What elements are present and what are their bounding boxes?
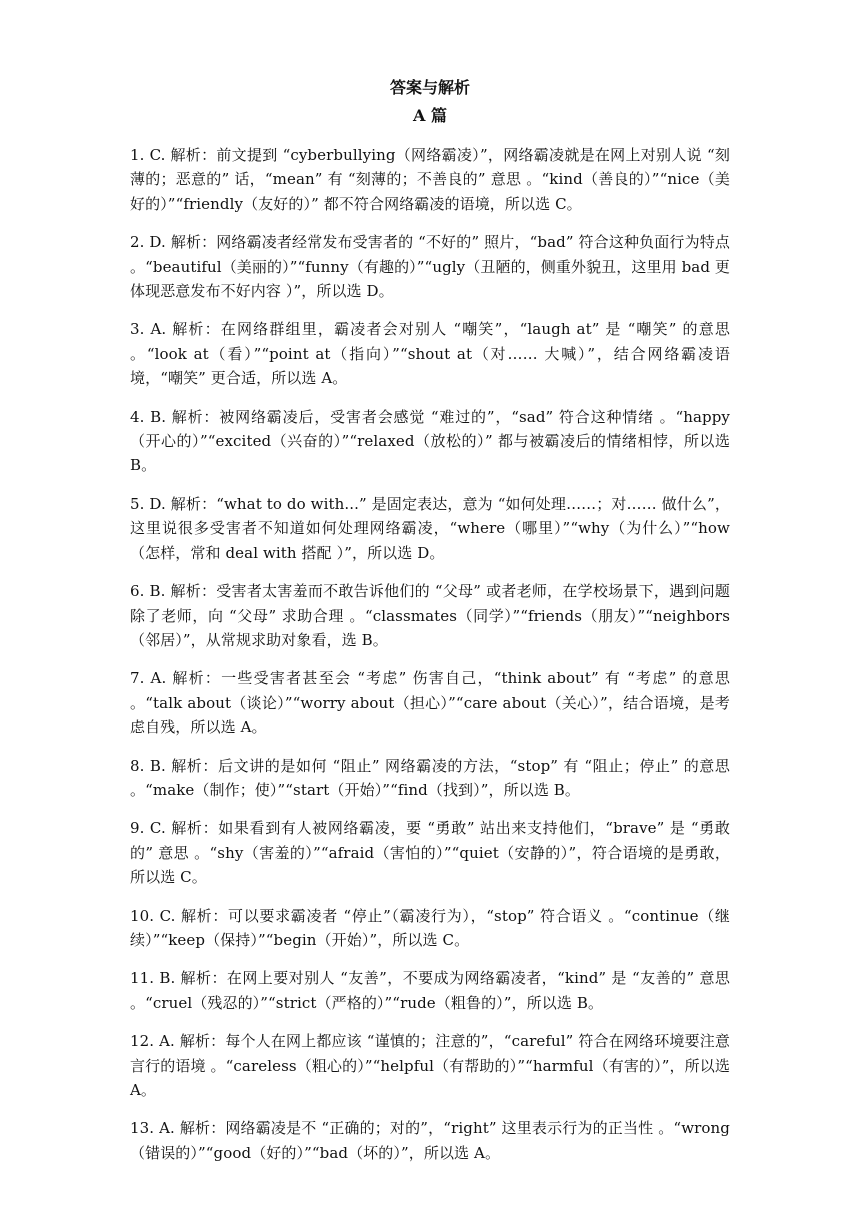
- answer-item: [130, 1116, 730, 1165]
- answer-item: [130, 904, 730, 953]
- answer-text: 9. C. 解析：如果看到有人被网络霸凌，要 “勇敢” 站出来支持他们，“brave” 是 “勇敢的” 意思 。“shy（害羞的）”“afraid（害怕的）”“quiet（安静的）”，符合语境的是勇敢，所以选 C。: [130, 819, 730, 887]
- answer-item: [130, 143, 730, 216]
- answer-item: [130, 816, 730, 889]
- answer-text: 5. D. 解析：“what to do with...” 是固定表达，意为 “如何处理……；对…… 做什么”，这里说很多受害者不知道如何处理网络霸凌，“where（哪里）”“why（为什么）”“how（怎样，常和 deal with 搭配 ）”，所以选 D。: [130, 494, 730, 562]
- answer-text: 13. A. 解析：网络霸凌是不 “正确的；对的”，“right” 这里表示行为的正当性 。“wrong（错误的）”“good（好的）”“bad（坏的）”，所以选 A。: [130, 1119, 730, 1162]
- answer-item: [130, 966, 730, 1015]
- answer-text: 6. B. 解析：受害者太害羞而不敢告诉他们的 “父母” 或者老师，在学校场景下，遇到问题除了老师，向 “父母” 求助合理 。“classmates（同学）”“friends（朋友）”“neighbors（邻居）”，从常规求助对象看，选 B。: [130, 582, 730, 649]
- answer-item: [130, 230, 730, 303]
- answer-text: 1. C. 解析：前文提到 “cyberbullying（网络霸凌）”，网络霸凌就是在网上对别人说 “刻薄的；恶意的” 话，“mean” 有 “刻薄的；不善良的” 意思 。“kind（善良的）”“nice（美好的）”“friendly（友好的）” 都不符合网络霸凌的语境，所以选 C。: [130, 146, 730, 213]
- answer-text: 12. A. 解析：每个人在网上都应该 “谨慎的；注意的”，“careful” 符合在网络环境要注意言行的语境 。“careless（粗心的）”“helpful（有帮助的）”“harmful（有害的）”，所以选 A。: [130, 1032, 730, 1099]
- answer-item: [130, 317, 730, 390]
- document-title: 答案与解析: [389, 78, 470, 97]
- answer-text: 11. B. 解析：在网上要对别人 “友善”，不要成为网络霸凌者，“kind” 是 “友善的” 意思 。“cruel（残忍的）”“strict（严格的）”“rude（粗鲁的）”，所以选 B。: [130, 969, 730, 1012]
- answer-item: [130, 405, 730, 478]
- answer-item: [130, 1029, 730, 1102]
- answer-text: 10. C. 解析：可以要求霸凌者 “停止”（霸凌行为），“stop” 符合语义 。“continue（继续）”“keep（保持）”“begin（开始）”，所以选 C。: [130, 906, 730, 949]
- answer-item: [130, 492, 730, 565]
- answer-item: [130, 666, 730, 739]
- answer-item: [130, 754, 730, 803]
- answer-text: 8. B. 解析：后文讲的是如何 “阻止” 网络霸凌的方法，“stop” 有 “阻止；停止” 的意思 。“make（制作；使）”“start（开始）”“find（找到）”，所以选 B。: [130, 756, 730, 799]
- answer-text: 4. B. 解析：被网络霸凌后，受害者会感觉 “难过的”，“sad” 符合这种情绪 。“happy（开心的）”“excited（兴奋的）”“relaxed（放松的）” 都与被霸凌后的情绪相悖，所以选 B。: [130, 407, 730, 475]
- section-title: A 篇: [413, 106, 447, 125]
- answer-text: 7. A. 解析：一些受害者甚至会 “考虑” 伤害自己，“think about” 有 “考虑” 的意思 。“talk about（谈论）”“worry about（担心）”“care about（关心）”，结合语境，是考虑自残，所以选 A。: [130, 669, 730, 737]
- answer-text: 2. D. 解析：网络霸凌者经常发布受害者的 “不好的” 照片，“bad” 符合这种负面行为特点 。“beautiful（美丽的）”“funny（有趣的）”“ugly（丑陋的，侧重外貌丑，这里用 bad 更体现恶意发布不好内容 ）”，所以选 D。: [130, 233, 730, 301]
- answer-item: [130, 579, 730, 652]
- answer-list: [130, 143, 730, 1179]
- answer-text: 3. A. 解析：在网络群组里，霸凌者会对别人 “嘲笑”，“laugh at” 是 “嘲笑” 的意思 。“look at（看）”“point at（指向）”“shout at（对…… 大喊）”，结合网络霸凌语境，“嘲笑” 更合适，所以选 A。: [130, 320, 730, 388]
